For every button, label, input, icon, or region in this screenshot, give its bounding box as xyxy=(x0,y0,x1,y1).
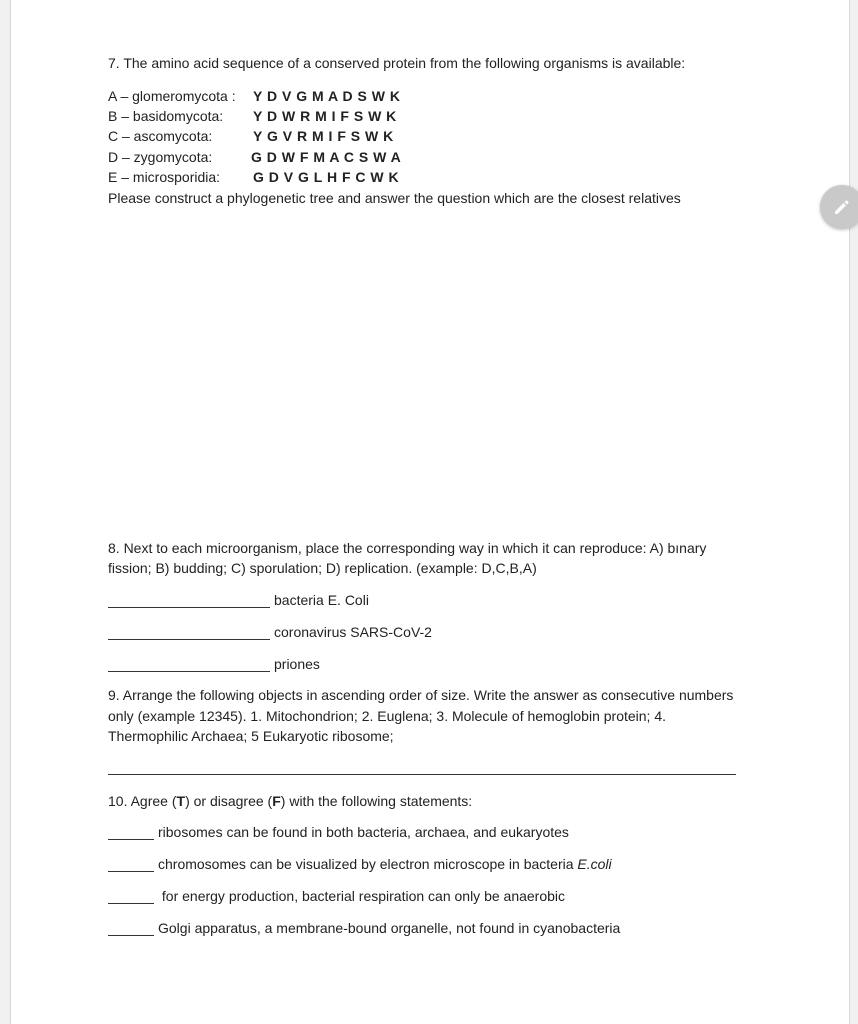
q10-answer-blank-4[interactable] xyxy=(108,935,154,936)
q8-text-line1: 8. Next to each microorganism, place the corresponding way in which it can reproduce: A) bınary xyxy=(108,540,707,556)
q10-answer-blank-1[interactable] xyxy=(108,839,154,840)
q7-row-e-label: E – microsporidia: xyxy=(108,169,221,185)
q7-row-b-label: B – basidomycota: xyxy=(108,108,224,124)
q7-instruction: Please construct a phylogenetic tree and answer the question which are the closest relatives xyxy=(108,190,681,206)
q10-statement-2: chromosomes can be visualized by electron microscope in bacteria E.coli xyxy=(158,856,612,872)
q9-text-line1: 9. Arrange the following objects in ascending order of size. Write the answer as consecutive numbers xyxy=(108,687,734,703)
q8-answer-blank-2[interactable] xyxy=(108,639,270,640)
q7-row-d-label: D – zygomycota: xyxy=(108,149,213,165)
q7-row-b-sequence: Y D W R M I F S W K xyxy=(253,108,397,124)
q9-text-line3: Thermophilic Archaea; 5 Eukaryotic ribosome; xyxy=(108,728,394,744)
q10-intro: 10. Agree (T) or disagree (F) with the following statements: xyxy=(108,793,473,809)
q7-row-d-sequence: G D W F M A C S W A xyxy=(251,149,402,165)
q7-row-e-sequence: G D V G L H F C W K xyxy=(253,169,400,185)
q7-row-c-label: C – ascomycota: xyxy=(108,128,213,144)
q10-statement-3: for energy production, bacterial respiration can only be anaerobic xyxy=(158,888,566,904)
q10-statement-1: ribosomes can be found in both bacteria, archaea, and eukaryotes xyxy=(158,824,569,840)
q9-text-line2: only (example 12345). 1. Mitochondrion; 2. Euglena; 3. Molecule of hemoglobin protein; 4. xyxy=(108,708,667,724)
q8-item-3: priones xyxy=(274,656,320,672)
q10-true-letter: T xyxy=(176,793,186,809)
q8-text-line2: fission; B) budding; C) sporulation; D) replication. (example: D,C,B,A) xyxy=(108,560,537,576)
pencil-icon xyxy=(832,197,852,217)
q7-row-a-label: A – glomeromycota : xyxy=(108,88,236,104)
q8-answer-blank-3[interactable] xyxy=(108,671,270,672)
q9-answer-line[interactable] xyxy=(108,774,736,775)
q7-intro: 7. The amino acid sequence of a conserved protein from the following organisms is available: xyxy=(108,55,686,71)
q10-statement-4: Golgi apparatus, a membrane-bound organelle, not found in cyanobacteria xyxy=(158,920,621,936)
q10-answer-blank-2[interactable] xyxy=(108,871,154,872)
q7-row-c-sequence: Y G V R M I F S W K xyxy=(253,128,394,144)
q10-false-letter: F xyxy=(272,793,281,809)
q7-row-a-sequence: Y D V G M A D S W K xyxy=(253,88,401,104)
q8-answer-blank-1[interactable] xyxy=(108,607,270,608)
q8-item-1: bacteria E. Coli xyxy=(274,592,369,608)
q10-answer-blank-3[interactable] xyxy=(108,903,154,904)
edit-button[interactable] xyxy=(820,185,858,229)
q8-item-2: coronavirus SARS-CoV-2 xyxy=(274,624,432,640)
q10-statement-2-species: E.coli xyxy=(577,856,612,872)
